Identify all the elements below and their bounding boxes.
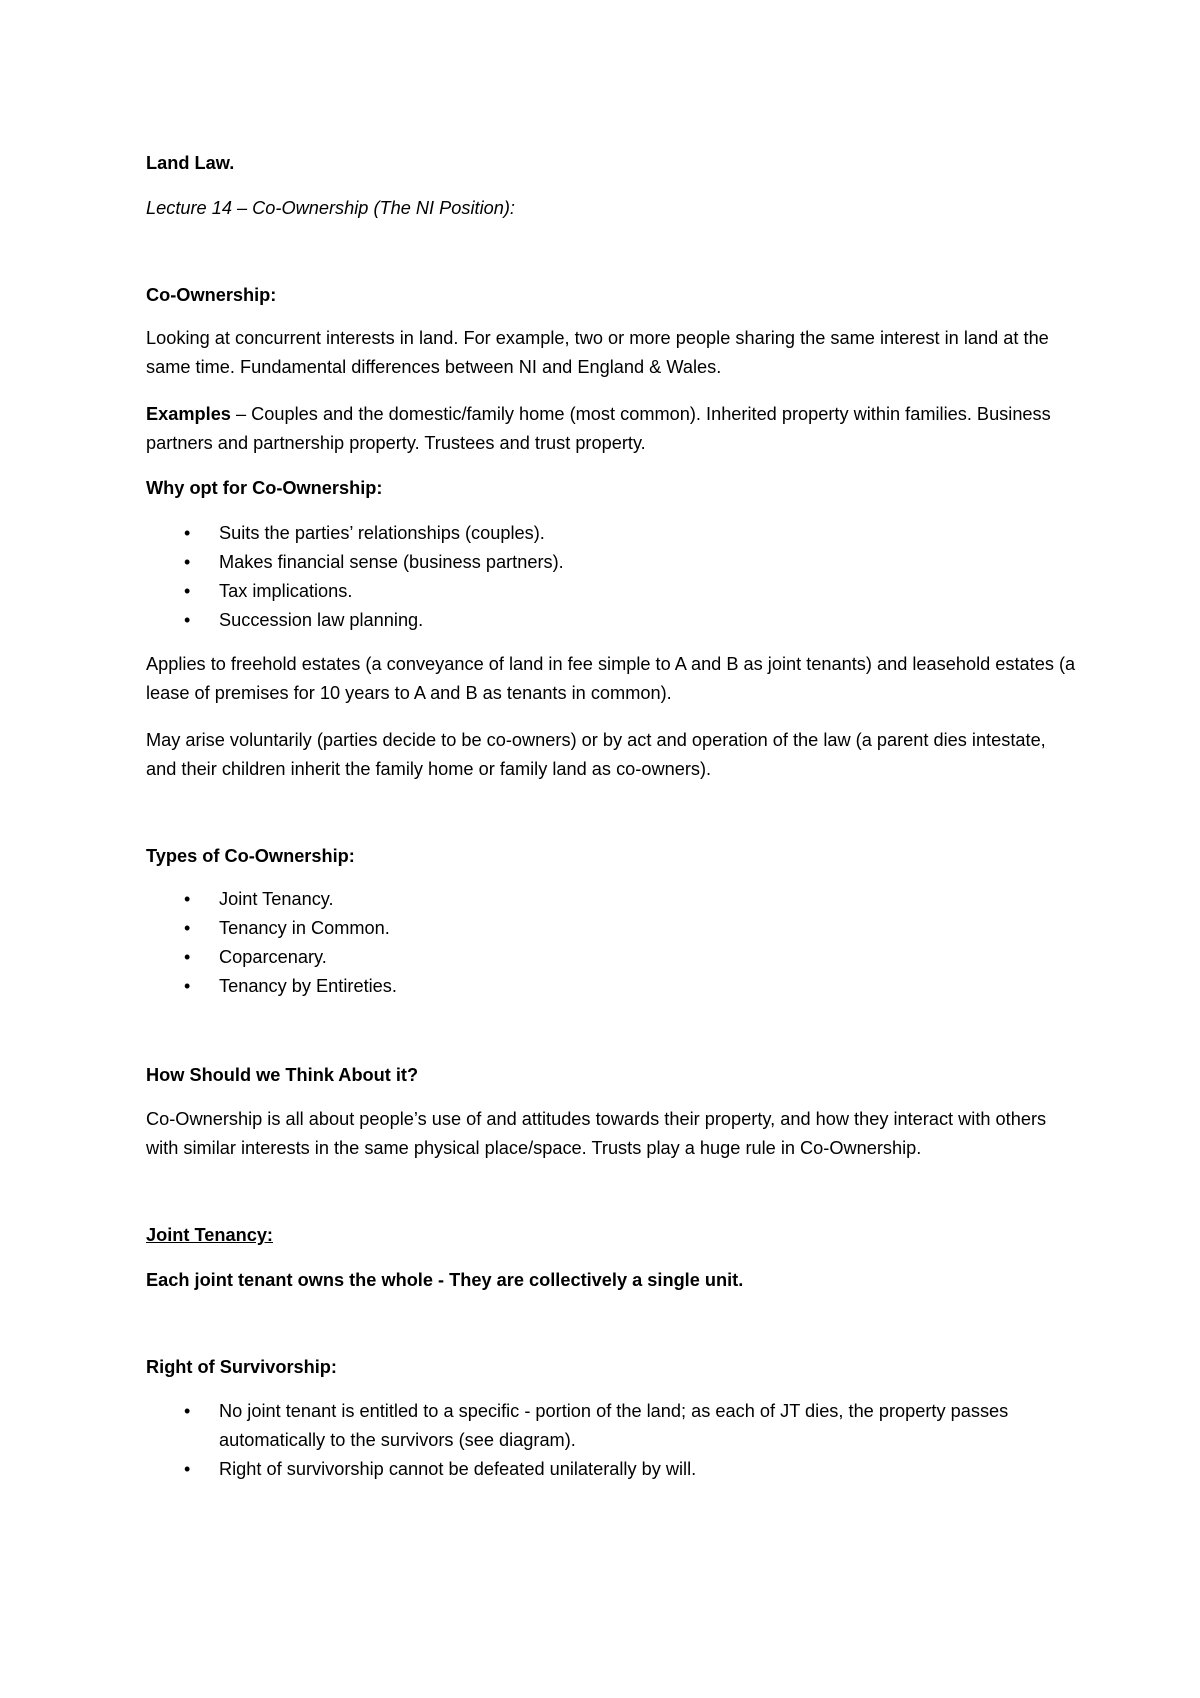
- applies-paragraph: Applies to freehold estates (a conveyance of land in fee simple to A and B as joint tenants) and leasehold estates (a lease of premises for 10 years to A and B as tenants in common).: [146, 654, 1076, 703]
- types-heading: Types of Co-Ownership:: [146, 846, 355, 866]
- list-item: • Joint Tenancy.: [146, 885, 1076, 914]
- joint-tenancy-statement: Each joint tenant owns the whole - They are collectively a single unit.: [146, 1270, 744, 1290]
- list-item: • Tenancy in Common.: [146, 914, 1076, 943]
- examples-paragraph: [146, 400, 1076, 458]
- list-item: • Suits the parties’ relationships (couples).: [146, 519, 1076, 548]
- list-item: • Succession law planning.: [146, 606, 1076, 635]
- types-list: [146, 885, 1076, 1001]
- examples-text: – Couples and the domestic/family home (most common). Inherited property within families. Business partners and partnership property. Trustees and trust property.: [146, 404, 1051, 453]
- joint-tenancy-heading: Joint Tenancy:: [146, 1225, 273, 1245]
- survivorship-heading: Right of Survivorship:: [146, 1357, 337, 1377]
- list-item: • Tenancy by Entireties.: [146, 972, 1076, 1001]
- document-body: [146, 149, 1076, 1484]
- think-heading: How Should we Think About it?: [146, 1065, 419, 1085]
- document-title: Land Law.: [146, 153, 235, 173]
- list-item: • Tax implications.: [146, 577, 1076, 606]
- list-item: • No joint tenant is entitled to a specific - portion of the land; as each of JT dies, the property passes automatically to the survivors (see diagram).: [146, 1397, 1076, 1455]
- co-ownership-intro: Looking at concurrent interests in land. For example, two or more people sharing the same interest in land at the same time. Fundamental differences between NI and England & Wales.: [146, 328, 1049, 377]
- list-item: • Coparcenary.: [146, 943, 1076, 972]
- list-item: • Makes financial sense (business partners).: [146, 548, 1076, 577]
- lecture-title: Lecture 14 – Co-Ownership (The NI Position):: [146, 198, 515, 218]
- co-ownership-heading: Co-Ownership:: [146, 285, 277, 305]
- think-paragraph: Co-Ownership is all about people’s use of and attitudes towards their property, and how they interact with others with similar interests in the same physical place/space. Trusts play a huge rule in Co-Ownership.: [146, 1109, 1047, 1158]
- examples-label: Examples: [146, 404, 231, 424]
- arise-paragraph: May arise voluntarily (parties decide to be co-owners) or by act and operation of the law (a parent dies intestate, and their children inherit the family home or family land as co-owners).: [146, 730, 1046, 779]
- list-item: • Right of survivorship cannot be defeated unilaterally by will.: [146, 1455, 1076, 1484]
- survivorship-list: [146, 1397, 1076, 1484]
- why-opt-list: [146, 519, 1076, 635]
- why-opt-heading: Why opt for Co-Ownership:: [146, 478, 383, 498]
